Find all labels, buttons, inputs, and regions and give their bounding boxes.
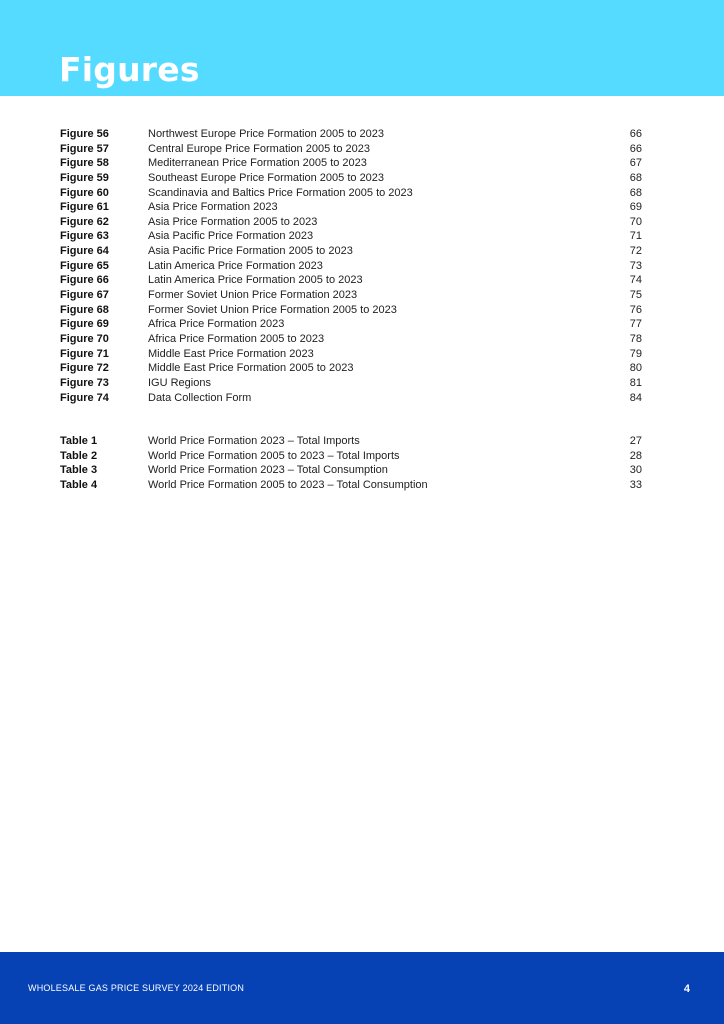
entry-page-number: 80 (629, 362, 642, 375)
figure-entry[interactable] (60, 186, 644, 201)
entry-page-number: 79 (629, 347, 642, 360)
page-title: Figures (59, 50, 200, 89)
entry-label: Figure 61 (60, 201, 109, 214)
entry-label: Figure 57 (60, 142, 109, 155)
entry-label: Figure 66 (60, 274, 109, 287)
entry-page-number: 76 (629, 303, 642, 316)
entry-title: Middle East Price Formation 2023 (148, 347, 314, 360)
entry-title: Latin America Price Formation 2005 to 2023 (148, 274, 363, 287)
figure-entry[interactable] (60, 273, 644, 288)
entry-title: Central Europe Price Formation 2005 to 2023 (148, 142, 370, 155)
figure-entry[interactable] (60, 171, 644, 186)
entry-title: Northwest Europe Price Formation 2005 to 2023 (148, 128, 385, 140)
entry-title: Former Soviet Union Price Formation 2023 (148, 289, 358, 302)
entry-title: Southeast Europe Price Formation 2005 to 2023 (148, 171, 385, 184)
entry-label: Figure 64 (60, 245, 109, 258)
figure-entry[interactable] (60, 215, 644, 230)
entry-page-number: 28 (629, 449, 642, 462)
entry-title: World Price Formation 2023 – Total Imports (148, 435, 360, 447)
entry-title: Asia Price Formation 2005 to 2023 (148, 215, 318, 228)
entry-label: Table 3 (60, 464, 98, 477)
table-entry[interactable] (60, 434, 644, 449)
entry-label: Figure 56 (60, 128, 109, 140)
entry-label: Figure 71 (60, 347, 109, 360)
entry-label: Table 2 (60, 449, 98, 462)
entry-page-number: 70 (629, 215, 642, 228)
figure-entry[interactable] (60, 376, 644, 391)
figure-entry[interactable] (60, 200, 644, 215)
entry-title: Middle East Price Formation 2005 to 2023 (148, 362, 354, 375)
entry-page-number: 68 (629, 186, 642, 199)
entry-page-number: 77 (629, 318, 642, 331)
entry-title: Africa Price Formation 2005 to 2023 (148, 332, 325, 345)
footer-page-number: 4 (683, 983, 690, 995)
entry-page-number: 67 (629, 157, 642, 170)
entry-title: Asia Price Formation 2023 (148, 201, 278, 214)
entry-title: World Price Formation 2005 to 2023 – Total Imports (148, 449, 400, 462)
entry-page-number: 66 (629, 128, 642, 140)
entry-label: Figure 60 (60, 186, 109, 199)
entry-page-number: 75 (629, 289, 642, 302)
entry-label: Figure 65 (60, 259, 109, 272)
entry-label: Figure 74 (60, 391, 109, 404)
figure-entry[interactable] (60, 127, 644, 142)
entry-page-number: 66 (629, 142, 642, 155)
entry-label: Figure 59 (60, 171, 109, 184)
figure-entry[interactable] (60, 244, 644, 259)
figures-list (60, 127, 644, 405)
entry-label: Figure 62 (60, 215, 109, 228)
tables-list (60, 434, 644, 493)
entry-title: Asia Pacific Price Formation 2023 (148, 230, 314, 243)
footer-banner (0, 952, 724, 1024)
figure-entry[interactable] (60, 156, 644, 171)
entry-page-number: 81 (629, 376, 642, 389)
entry-page-number: 72 (629, 245, 642, 258)
figure-entry[interactable] (60, 317, 644, 332)
entry-page-number: 74 (629, 274, 642, 287)
entry-page-number: 78 (629, 332, 642, 345)
figure-entry[interactable] (60, 229, 644, 244)
entry-page-number: 73 (629, 259, 642, 272)
figure-entry[interactable] (60, 391, 644, 406)
entry-page-number: 69 (629, 201, 642, 214)
entry-label: Figure 67 (60, 289, 109, 302)
table-entry[interactable] (60, 463, 644, 478)
entry-label: Figure 72 (60, 362, 109, 375)
figure-entry[interactable] (60, 332, 644, 347)
entry-label: Figure 58 (60, 157, 109, 170)
figure-entry[interactable] (60, 303, 644, 318)
entry-page-number: 27 (629, 435, 642, 447)
figure-entry[interactable] (60, 142, 644, 157)
entry-label: Figure 70 (60, 332, 109, 345)
figure-entry[interactable] (60, 361, 644, 376)
entry-page-number: 33 (629, 478, 642, 491)
figure-entry[interactable] (60, 288, 644, 303)
entry-page-number: 84 (629, 391, 642, 404)
entry-title: Former Soviet Union Price Formation 2005 to 2023 (148, 303, 397, 316)
entry-label: Figure 73 (60, 376, 109, 389)
entry-page-number: 30 (629, 464, 642, 477)
footer-publication-title: WHOLESALE GAS PRICE SURVEY 2024 EDITION (28, 983, 245, 993)
entry-label: Figure 63 (60, 230, 109, 243)
entry-title: IGU Regions (148, 376, 211, 389)
table-entry[interactable] (60, 478, 644, 493)
table-entry[interactable] (60, 449, 644, 464)
entry-label: Table 4 (60, 478, 98, 491)
entry-title: Mediterranean Price Formation 2005 to 2023 (148, 157, 367, 170)
entry-title: World Price Formation 2005 to 2023 – Total Consumption (148, 478, 428, 491)
entry-page-number: 68 (629, 171, 642, 184)
entry-title: Scandinavia and Baltics Price Formation 2005 to 2023 (148, 186, 413, 199)
header-banner (0, 0, 724, 96)
entry-title: Data Collection Form (148, 391, 252, 404)
figure-entry[interactable] (60, 347, 644, 362)
entry-title: World Price Formation 2023 – Total Consumption (148, 464, 388, 477)
entry-title: Africa Price Formation 2023 (148, 318, 285, 331)
entry-page-number: 71 (629, 230, 642, 243)
entry-label: Figure 68 (60, 303, 109, 316)
entry-title: Latin America Price Formation 2023 (148, 259, 323, 272)
figure-entry[interactable] (60, 259, 644, 274)
entry-label: Figure 69 (60, 318, 109, 331)
entry-label: Table 1 (60, 435, 98, 447)
entry-title: Asia Pacific Price Formation 2005 to 2023 (148, 245, 353, 258)
